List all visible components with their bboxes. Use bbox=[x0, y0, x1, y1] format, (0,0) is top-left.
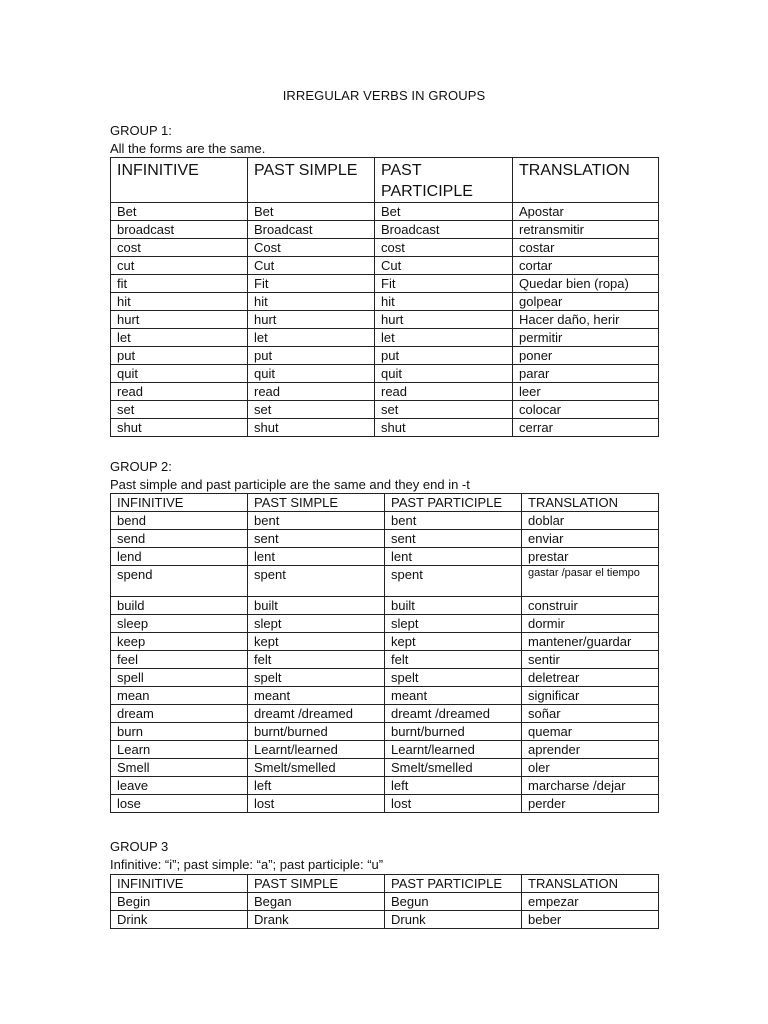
column-header: INFINITIVE bbox=[111, 875, 248, 893]
table-cell: shut bbox=[375, 419, 513, 437]
table-cell: lend bbox=[111, 548, 248, 566]
table-cell: parar bbox=[513, 365, 659, 383]
table-cell: bent bbox=[248, 512, 385, 530]
table-cell: leer bbox=[513, 383, 659, 401]
table-cell: lent bbox=[248, 548, 385, 566]
table-cell: hurt bbox=[111, 311, 248, 329]
table-cell: Began bbox=[248, 893, 385, 911]
table-row bbox=[111, 669, 659, 687]
table-cell: Smelt/smelled bbox=[385, 759, 522, 777]
table-cell: cut bbox=[111, 257, 248, 275]
table-cell: hurt bbox=[248, 311, 375, 329]
group-1-table bbox=[110, 157, 659, 437]
table-cell: kept bbox=[248, 633, 385, 651]
table-cell: aprender bbox=[522, 741, 659, 759]
table-cell: marcharse /dejar bbox=[522, 777, 659, 795]
table-cell: Cut bbox=[248, 257, 375, 275]
table-cell: left bbox=[248, 777, 385, 795]
table-cell: oler bbox=[522, 759, 659, 777]
table-row bbox=[111, 759, 659, 777]
table-cell: Drink bbox=[111, 911, 248, 929]
table-cell: lost bbox=[248, 795, 385, 813]
table-cell: lost bbox=[385, 795, 522, 813]
table-cell: spend bbox=[111, 566, 248, 597]
table-cell: Broadcast bbox=[375, 221, 513, 239]
table-cell: read bbox=[111, 383, 248, 401]
table-cell: empezar bbox=[522, 893, 659, 911]
table-row bbox=[111, 911, 659, 929]
column-header: TRANSLATION bbox=[522, 494, 659, 512]
table-row bbox=[111, 705, 659, 723]
table-cell: Cut bbox=[375, 257, 513, 275]
table-cell: Smelt/smelled bbox=[248, 759, 385, 777]
table-cell: cost bbox=[375, 239, 513, 257]
table-cell: spell bbox=[111, 669, 248, 687]
table-row bbox=[111, 741, 659, 759]
column-header: INFINITIVE bbox=[111, 494, 248, 512]
table-cell: Fit bbox=[248, 275, 375, 293]
table-row bbox=[111, 203, 659, 221]
table-cell: let bbox=[248, 329, 375, 347]
table-cell: doblar bbox=[522, 512, 659, 530]
table-row bbox=[111, 615, 659, 633]
table-cell: Bet bbox=[375, 203, 513, 221]
table-cell: meant bbox=[248, 687, 385, 705]
table-cell: cost bbox=[111, 239, 248, 257]
table-cell: set bbox=[375, 401, 513, 419]
table-row bbox=[111, 275, 659, 293]
table-cell: perder bbox=[522, 795, 659, 813]
table-cell: set bbox=[111, 401, 248, 419]
table-cell: construir bbox=[522, 597, 659, 615]
column-header: PAST PARTICIPLE bbox=[385, 875, 522, 893]
table-row bbox=[111, 512, 659, 530]
table-row bbox=[111, 221, 659, 239]
table-cell: built bbox=[248, 597, 385, 615]
column-header: INFINITIVE bbox=[111, 158, 248, 203]
table-cell: deletrear bbox=[522, 669, 659, 687]
table-row bbox=[111, 383, 659, 401]
table-cell: shut bbox=[111, 419, 248, 437]
table-cell: enviar bbox=[522, 530, 659, 548]
table-cell: hit bbox=[248, 293, 375, 311]
table-cell: Drunk bbox=[385, 911, 522, 929]
table-cell: sent bbox=[385, 530, 522, 548]
table-cell: quit bbox=[248, 365, 375, 383]
column-header: PAST SIMPLE bbox=[248, 158, 375, 203]
table-cell: quit bbox=[375, 365, 513, 383]
table-cell: left bbox=[385, 777, 522, 795]
table-cell: fit bbox=[111, 275, 248, 293]
table-cell: burn bbox=[111, 723, 248, 741]
table-cell: Apostar bbox=[513, 203, 659, 221]
column-header: PAST SIMPLE bbox=[248, 494, 385, 512]
table-cell: felt bbox=[385, 651, 522, 669]
table-cell: Smell bbox=[111, 759, 248, 777]
group-1-description: All the forms are the same. bbox=[110, 141, 266, 156]
table-cell: burnt/burned bbox=[248, 723, 385, 741]
table-cell: felt bbox=[248, 651, 385, 669]
table-row bbox=[111, 597, 659, 615]
table-cell: gastar /pasar el tiempo bbox=[522, 566, 659, 597]
table-cell: prestar bbox=[522, 548, 659, 566]
table-cell: broadcast bbox=[111, 221, 248, 239]
table-cell: quemar bbox=[522, 723, 659, 741]
table-row bbox=[111, 723, 659, 741]
table-row bbox=[111, 548, 659, 566]
table-row bbox=[111, 687, 659, 705]
table-row bbox=[111, 777, 659, 795]
table-cell: Fit bbox=[375, 275, 513, 293]
table-cell: hurt bbox=[375, 311, 513, 329]
table-cell: kept bbox=[385, 633, 522, 651]
table-cell: read bbox=[375, 383, 513, 401]
table-cell: dreamt /dreamed bbox=[248, 705, 385, 723]
table-cell: hit bbox=[375, 293, 513, 311]
table-cell: golpear bbox=[513, 293, 659, 311]
table-row bbox=[111, 530, 659, 548]
group-3-rows bbox=[111, 893, 659, 929]
table-cell: meant bbox=[385, 687, 522, 705]
table-cell: put bbox=[375, 347, 513, 365]
table-cell: send bbox=[111, 530, 248, 548]
table-cell: Quedar bien (ropa) bbox=[513, 275, 659, 293]
group-1-heading: GROUP 1: bbox=[110, 123, 172, 138]
table-cell: let bbox=[375, 329, 513, 347]
table-row bbox=[111, 651, 659, 669]
table-cell: retransmitir bbox=[513, 221, 659, 239]
table-row bbox=[111, 893, 659, 911]
table-cell: dreamt /dreamed bbox=[385, 705, 522, 723]
table-row bbox=[111, 633, 659, 651]
table-row bbox=[111, 566, 659, 597]
table-cell: permitir bbox=[513, 329, 659, 347]
table-cell: cerrar bbox=[513, 419, 659, 437]
table-cell: bend bbox=[111, 512, 248, 530]
table-cell: sentir bbox=[522, 651, 659, 669]
table-cell: colocar bbox=[513, 401, 659, 419]
column-header: TRANSLATION bbox=[522, 875, 659, 893]
table-cell: read bbox=[248, 383, 375, 401]
table-row bbox=[111, 795, 659, 813]
table-cell: sleep bbox=[111, 615, 248, 633]
table-cell: Bet bbox=[248, 203, 375, 221]
column-header: PAST PARTICIPLE bbox=[385, 494, 522, 512]
table-cell: soñar bbox=[522, 705, 659, 723]
column-header: PAST PARTICIPLE bbox=[375, 158, 513, 203]
table-cell: Cost bbox=[248, 239, 375, 257]
table-cell: costar bbox=[513, 239, 659, 257]
table-cell: lose bbox=[111, 795, 248, 813]
page-title: IRREGULAR VERBS IN GROUPS bbox=[282, 88, 486, 103]
table-cell: Hacer daño, herir bbox=[513, 311, 659, 329]
table-cell: dormir bbox=[522, 615, 659, 633]
group-1-rows bbox=[111, 203, 659, 437]
table-cell: Learnt/learned bbox=[248, 741, 385, 759]
table-cell: poner bbox=[513, 347, 659, 365]
column-header: PAST SIMPLE bbox=[248, 875, 385, 893]
table-cell: Learn bbox=[111, 741, 248, 759]
table-cell: Drank bbox=[248, 911, 385, 929]
table-cell: built bbox=[385, 597, 522, 615]
group-2-rows bbox=[111, 512, 659, 813]
table-cell: dream bbox=[111, 705, 248, 723]
table-row bbox=[111, 257, 659, 275]
table-cell: mantener/guardar bbox=[522, 633, 659, 651]
table-cell: quit bbox=[111, 365, 248, 383]
table-cell: shut bbox=[248, 419, 375, 437]
table-cell: beber bbox=[522, 911, 659, 929]
table-cell: sent bbox=[248, 530, 385, 548]
table-cell: Begun bbox=[385, 893, 522, 911]
table-cell: let bbox=[111, 329, 248, 347]
table-cell: put bbox=[111, 347, 248, 365]
table-cell: spent bbox=[385, 566, 522, 597]
table-row bbox=[111, 293, 659, 311]
table-cell: leave bbox=[111, 777, 248, 795]
table-header-row bbox=[111, 494, 659, 512]
table-cell: spent bbox=[248, 566, 385, 597]
table-row bbox=[111, 419, 659, 437]
table-row bbox=[111, 239, 659, 257]
table-cell: bent bbox=[385, 512, 522, 530]
group-3-heading: GROUP 3 bbox=[110, 839, 169, 854]
table-cell: hit bbox=[111, 293, 248, 311]
table-cell: Bet bbox=[111, 203, 248, 221]
table-cell: Learnt/learned bbox=[385, 741, 522, 759]
column-header: TRANSLATION bbox=[513, 158, 659, 203]
table-cell: slept bbox=[248, 615, 385, 633]
table-row bbox=[111, 401, 659, 419]
table-row bbox=[111, 329, 659, 347]
table-cell: build bbox=[111, 597, 248, 615]
table-cell: cortar bbox=[513, 257, 659, 275]
table-row bbox=[111, 347, 659, 365]
table-row bbox=[111, 311, 659, 329]
table-cell: set bbox=[248, 401, 375, 419]
table-cell: mean bbox=[111, 687, 248, 705]
table-cell: Broadcast bbox=[248, 221, 375, 239]
group-3-description: Infinitive: “i”; past simple: “a”; past participle: “u” bbox=[110, 857, 384, 872]
table-cell: lent bbox=[385, 548, 522, 566]
table-cell: put bbox=[248, 347, 375, 365]
group-2-table bbox=[110, 493, 659, 813]
group-2-heading: GROUP 2: bbox=[110, 459, 172, 474]
table-cell: spelt bbox=[385, 669, 522, 687]
table-cell: burnt/burned bbox=[385, 723, 522, 741]
table-cell: Begin bbox=[111, 893, 248, 911]
group-3-table bbox=[110, 874, 659, 929]
table-cell: feel bbox=[111, 651, 248, 669]
table-header-row bbox=[111, 875, 659, 893]
table-cell: significar bbox=[522, 687, 659, 705]
table-cell: spelt bbox=[248, 669, 385, 687]
table-header-row bbox=[111, 158, 659, 203]
table-cell: slept bbox=[385, 615, 522, 633]
table-cell: keep bbox=[111, 633, 248, 651]
group-2-description: Past simple and past participle are the same and they end in -t bbox=[110, 477, 470, 492]
table-row bbox=[111, 365, 659, 383]
